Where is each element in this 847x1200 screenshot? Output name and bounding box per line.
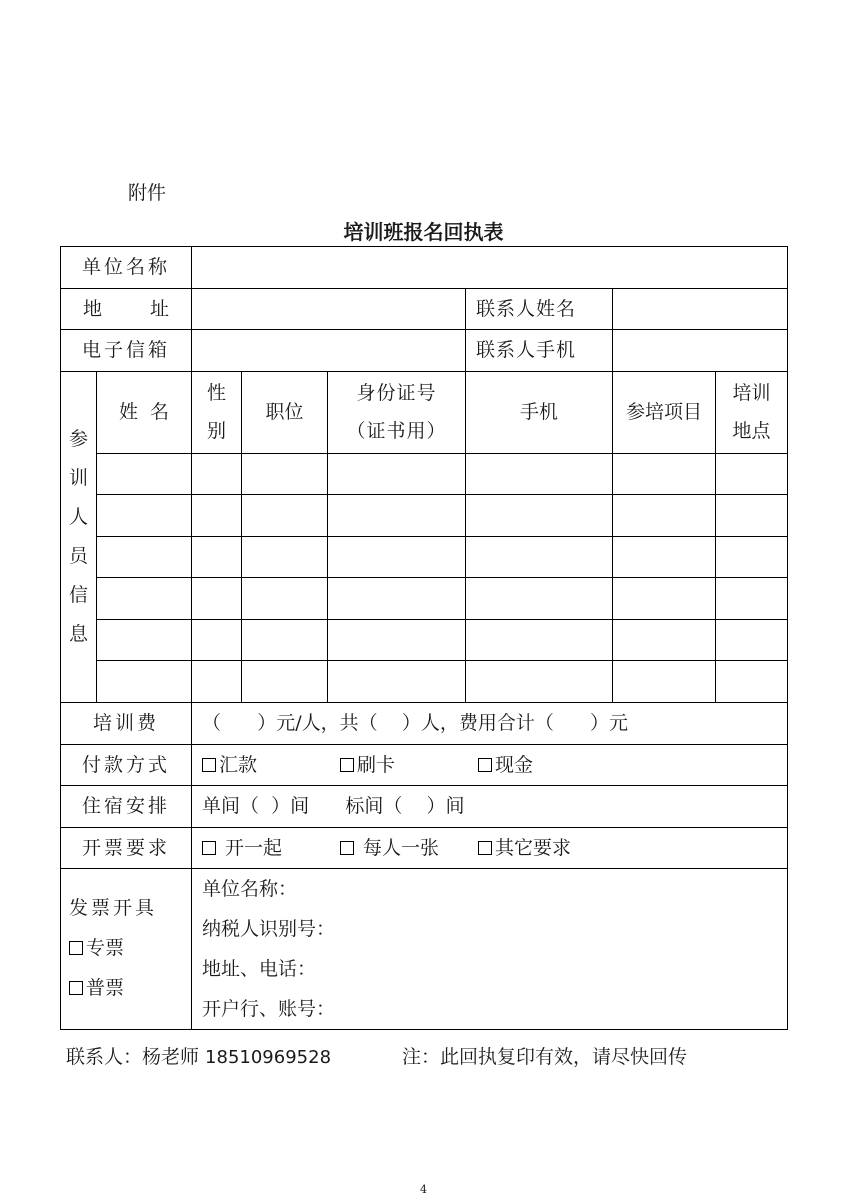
lodging-text[interactable]: 单间（ ）间 标间（ ）间 xyxy=(192,786,788,828)
col-header-id-text: 身份证号 xyxy=(356,382,437,405)
invoice-option-label: 其它要求 xyxy=(495,836,572,859)
participant-gender-cell[interactable] xyxy=(192,454,242,495)
payment-option-card[interactable] xyxy=(340,754,478,777)
footer-contact xyxy=(66,1042,331,1069)
invoice-type-option-label: 专票 xyxy=(86,937,125,960)
address-label-char-2: 址 xyxy=(150,297,170,320)
checkbox[interactable] xyxy=(340,841,354,855)
participant-id-cell[interactable] xyxy=(328,578,466,620)
invoice-requirement-label: 开票要求 xyxy=(61,828,192,869)
participant-id-cell[interactable] xyxy=(328,537,466,578)
participant-position-cell[interactable] xyxy=(242,578,328,620)
participant-phone-cell[interactable] xyxy=(466,620,613,661)
fee-text[interactable]: （ ）元/人，共（ ）人，费用合计（ ）元 xyxy=(192,703,788,745)
checkbox[interactable] xyxy=(69,981,83,995)
participant-id-cell[interactable] xyxy=(328,495,466,537)
side-label-char: 息 xyxy=(68,622,88,645)
participant-location-cell[interactable] xyxy=(716,578,788,620)
page-title: 培训班报名回执表 xyxy=(343,220,504,244)
participant-project-cell[interactable] xyxy=(613,454,716,495)
invoice-option-other[interactable] xyxy=(478,837,571,860)
participant-position-cell[interactable] xyxy=(242,661,328,703)
registration-form-table xyxy=(60,246,788,1030)
payment-option-label: 刷卡 xyxy=(357,753,396,776)
col-header-location-line: 培训 xyxy=(732,382,771,405)
participant-row xyxy=(61,620,788,661)
col-header-name-char-2: 名 xyxy=(150,401,170,424)
col-header-name xyxy=(97,372,192,454)
footer-note: 注：此回执复印有效，请尽快回传 xyxy=(402,1046,688,1068)
participant-location-cell[interactable] xyxy=(716,454,788,495)
unit-name-label: 单位名称 xyxy=(61,247,192,289)
invoice-option-label: 每人一张 xyxy=(357,836,440,859)
participants-side-label xyxy=(61,372,97,703)
contact-name-label: 联系人姓名 xyxy=(466,289,613,330)
participant-gender-cell[interactable] xyxy=(192,537,242,578)
checkbox[interactable] xyxy=(340,758,354,772)
invoice-type-special[interactable] xyxy=(69,929,191,969)
participant-row xyxy=(61,661,788,703)
participant-project-cell[interactable] xyxy=(613,495,716,537)
address-label xyxy=(61,289,192,330)
payment-option-label: 汇款 xyxy=(219,753,258,776)
participant-id-cell[interactable] xyxy=(328,620,466,661)
participant-gender-cell[interactable] xyxy=(192,661,242,703)
participants-header-row xyxy=(61,372,788,454)
email-field[interactable] xyxy=(192,330,466,372)
participant-position-cell[interactable] xyxy=(242,454,328,495)
side-label-char: 参 xyxy=(68,428,88,451)
participant-row xyxy=(61,537,788,578)
participant-gender-cell[interactable] xyxy=(192,578,242,620)
col-header-gender xyxy=(192,372,242,454)
contact-name-field[interactable] xyxy=(613,289,788,330)
payment-option-label: 现金 xyxy=(495,753,534,776)
participant-gender-cell[interactable] xyxy=(192,620,242,661)
invoice-field-unit-name[interactable]: 单位名称： xyxy=(202,878,298,900)
invoice-option-combined[interactable] xyxy=(202,837,340,860)
col-header-id-note: （证书用） xyxy=(346,419,447,442)
participant-location-cell[interactable] xyxy=(716,620,788,661)
page-number: 4 xyxy=(420,1183,427,1196)
email-row xyxy=(61,330,788,372)
address-field[interactable] xyxy=(192,289,466,330)
participant-name-cell[interactable] xyxy=(97,537,192,578)
participant-phone-cell[interactable] xyxy=(466,454,613,495)
invoice-requirement-row xyxy=(61,828,788,869)
participant-name-cell[interactable] xyxy=(97,620,192,661)
checkbox[interactable] xyxy=(202,758,216,772)
unit-name-field[interactable] xyxy=(192,247,788,289)
participant-phone-cell[interactable] xyxy=(466,495,613,537)
payment-option-remittance[interactable] xyxy=(202,754,340,777)
invoice-field-tax-id[interactable]: 纳税人识别号： xyxy=(202,918,336,940)
invoice-option-per-person[interactable] xyxy=(340,837,478,860)
fee-label: 培训费 xyxy=(61,703,192,745)
invoice-details-row xyxy=(61,869,788,1030)
invoice-type-label: 发票开具 xyxy=(69,897,158,920)
invoice-type-cell xyxy=(61,869,192,1030)
participant-project-cell[interactable] xyxy=(613,661,716,703)
col-header-gender-char: 性 xyxy=(207,382,227,405)
col-header-location-line: 地点 xyxy=(732,419,771,442)
lodging-label: 住宿安排 xyxy=(61,786,192,828)
invoice-type-normal[interactable] xyxy=(69,969,191,1009)
address-label-char-1: 地 xyxy=(82,297,102,320)
invoice-type-option-label: 普票 xyxy=(86,976,125,999)
participant-project-cell[interactable] xyxy=(613,620,716,661)
participant-id-cell[interactable] xyxy=(328,661,466,703)
participant-location-cell[interactable] xyxy=(716,661,788,703)
email-label: 电子信箱 xyxy=(61,330,192,372)
contact-phone-label: 联系人手机 xyxy=(466,330,613,372)
col-header-gender-char: 别 xyxy=(207,419,227,442)
col-header-project: 参培项目 xyxy=(613,372,716,454)
payment-options xyxy=(192,745,788,786)
lodging-row xyxy=(61,786,788,828)
attachment-label: 附件 xyxy=(128,182,167,204)
participant-gender-cell[interactable] xyxy=(192,495,242,537)
participant-id-cell[interactable] xyxy=(328,454,466,495)
contact-phone-field[interactable] xyxy=(613,330,788,372)
participant-name-cell[interactable] xyxy=(97,578,192,620)
invoice-option-label: 开一起 xyxy=(219,836,283,859)
unit-name-row xyxy=(61,247,788,289)
col-header-name-char-1: 姓 xyxy=(118,401,138,424)
address-row xyxy=(61,289,788,330)
checkbox[interactable] xyxy=(478,841,492,855)
invoice-field-bank-account[interactable]: 开户行、账号： xyxy=(202,998,336,1020)
side-label-char: 信 xyxy=(68,583,88,606)
footer-contact-phone: 18510969528 xyxy=(205,1047,332,1068)
participant-location-cell[interactable] xyxy=(716,537,788,578)
col-header-phone: 手机 xyxy=(466,372,613,454)
checkbox[interactable] xyxy=(202,841,216,855)
payment-label: 付款方式 xyxy=(61,745,192,786)
participant-location-cell[interactable] xyxy=(716,495,788,537)
participant-project-cell[interactable] xyxy=(613,578,716,620)
checkbox[interactable] xyxy=(478,758,492,772)
participant-position-cell[interactable] xyxy=(242,537,328,578)
participant-row xyxy=(61,454,788,495)
participant-position-cell[interactable] xyxy=(242,620,328,661)
side-label-char: 训 xyxy=(68,467,88,490)
participant-name-cell[interactable] xyxy=(97,661,192,703)
participant-row xyxy=(61,578,788,620)
participant-phone-cell[interactable] xyxy=(466,578,613,620)
invoice-field-address-phone[interactable]: 地址、电话： xyxy=(202,958,317,980)
side-label-char: 人 xyxy=(68,506,88,529)
col-header-id-number xyxy=(328,372,466,454)
invoice-fields-cell xyxy=(192,869,788,1030)
participant-name-cell[interactable] xyxy=(97,495,192,537)
footer-contact-label: 联系人：杨老师 xyxy=(66,1046,206,1068)
participant-position-cell[interactable] xyxy=(242,495,328,537)
participant-project-cell[interactable] xyxy=(613,537,716,578)
payment-row xyxy=(61,745,788,786)
participant-name-cell[interactable] xyxy=(97,454,192,495)
checkbox[interactable] xyxy=(69,941,83,955)
fee-row xyxy=(61,703,788,745)
participant-row xyxy=(61,495,788,537)
side-label-char: 员 xyxy=(68,545,88,567)
payment-option-cash[interactable] xyxy=(478,754,533,777)
participant-phone-cell[interactable] xyxy=(466,661,613,703)
col-header-position: 职位 xyxy=(242,372,328,454)
participant-phone-cell[interactable] xyxy=(466,537,613,578)
invoice-requirement-options xyxy=(192,828,788,869)
col-header-location xyxy=(716,372,788,454)
